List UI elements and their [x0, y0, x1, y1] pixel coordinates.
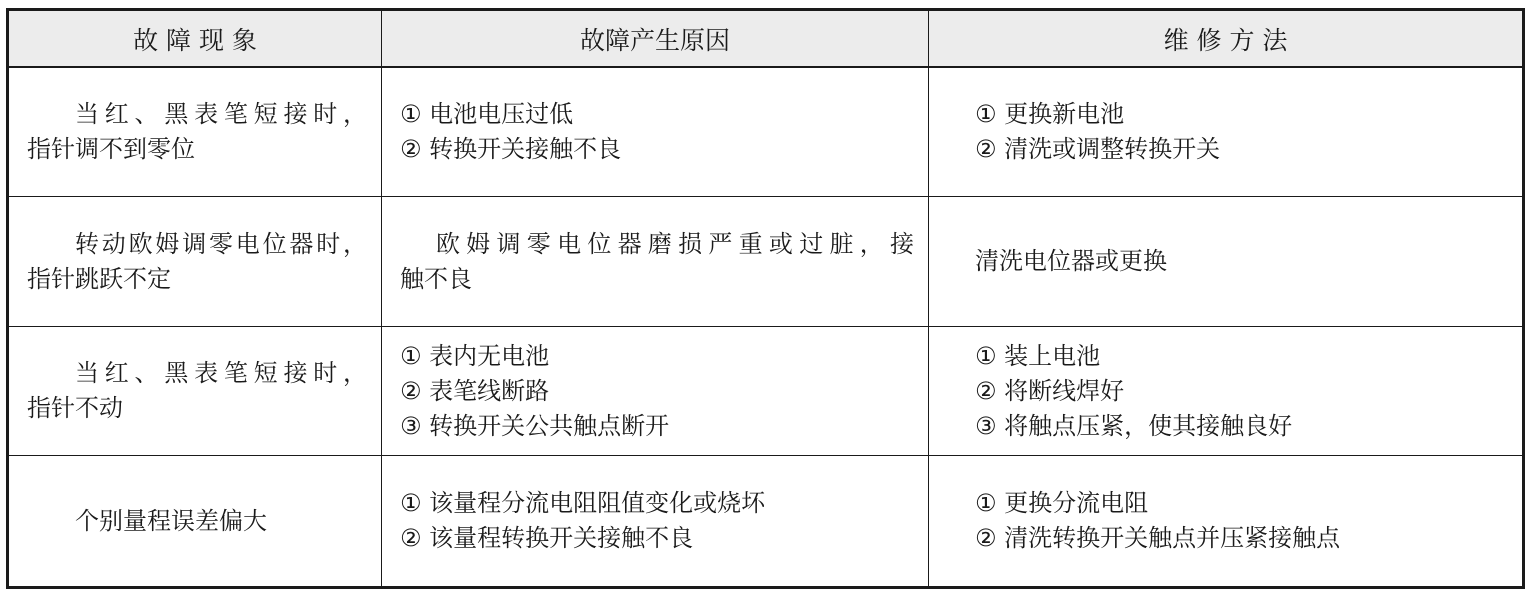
- symptom-text: 指针调不到零位: [27, 135, 195, 163]
- symptom-text: 指针跳跃不定: [27, 264, 171, 293]
- fix-item: ① 装上电池: [975, 341, 1101, 370]
- table-row: [8, 327, 1524, 456]
- cause-text: 触不良: [400, 264, 472, 293]
- fault-repair-table: [6, 8, 1525, 589]
- cause-cell: [382, 67, 929, 197]
- cause-item: ① 表内无电池: [400, 341, 550, 370]
- fix-item: 清洗电位器或更换: [975, 247, 1167, 275]
- cause-item: ③ 转换开关公共触点断开: [400, 411, 670, 440]
- fix-item: ① 更换分流电阻: [975, 489, 1149, 517]
- symptom-text: 当红、黑表笔短接时，: [75, 100, 367, 128]
- fix-item: ③ 将触点压紧，使其接触良好: [975, 411, 1293, 440]
- fix-cell: [929, 197, 1524, 327]
- fix-cell: [929, 456, 1524, 588]
- fix-item: ② 将断线焊好: [975, 376, 1125, 405]
- table-row: [8, 67, 1524, 197]
- table-row: [8, 456, 1524, 588]
- fix-item: ② 清洗或调整转换开关: [975, 135, 1221, 163]
- fix-cell: [929, 327, 1524, 456]
- cause-item: ② 该量程转换开关接触不良: [400, 524, 694, 552]
- symptom-text: 个别量程误差偏大: [75, 506, 267, 535]
- fault-table-wrapper: [6, 8, 1522, 582]
- fix-cell: [929, 67, 1524, 197]
- symptom-cell: [8, 197, 382, 327]
- symptom-text: 转动欧姆调零电位器时，: [75, 229, 367, 258]
- cause-item: ① 该量程分流电阻阻值变化或烧坏: [400, 489, 766, 517]
- header-row: [8, 10, 1524, 68]
- header-cause: 故障产生原因: [382, 10, 929, 68]
- header-fix: 维 修 方 法: [929, 10, 1524, 68]
- cause-cell: [382, 327, 929, 456]
- header-symptom: 故 障 现 象: [8, 10, 382, 68]
- symptom-text: 当红、黑表笔短接时，: [75, 359, 367, 387]
- cause-item: ② 转换开关接触不良: [400, 135, 622, 163]
- symptom-cell: [8, 456, 382, 588]
- table-row: [8, 197, 1524, 327]
- fix-item: ② 清洗转换开关触点并压紧接触点: [975, 524, 1341, 552]
- cause-cell: [382, 456, 929, 588]
- symptom-cell: [8, 67, 382, 197]
- cause-item: ② 表笔线断路: [400, 376, 550, 405]
- symptom-text: 指针不动: [27, 394, 123, 422]
- cause-paragraph: [400, 227, 914, 297]
- symptom-cell: [8, 327, 382, 456]
- cause-cell: [382, 197, 929, 327]
- cause-item: ① 电池电压过低: [400, 100, 574, 128]
- cause-text: 欧姆调零电位器磨损严重或过脏，接: [436, 229, 914, 258]
- fix-item: ① 更换新电池: [975, 100, 1125, 128]
